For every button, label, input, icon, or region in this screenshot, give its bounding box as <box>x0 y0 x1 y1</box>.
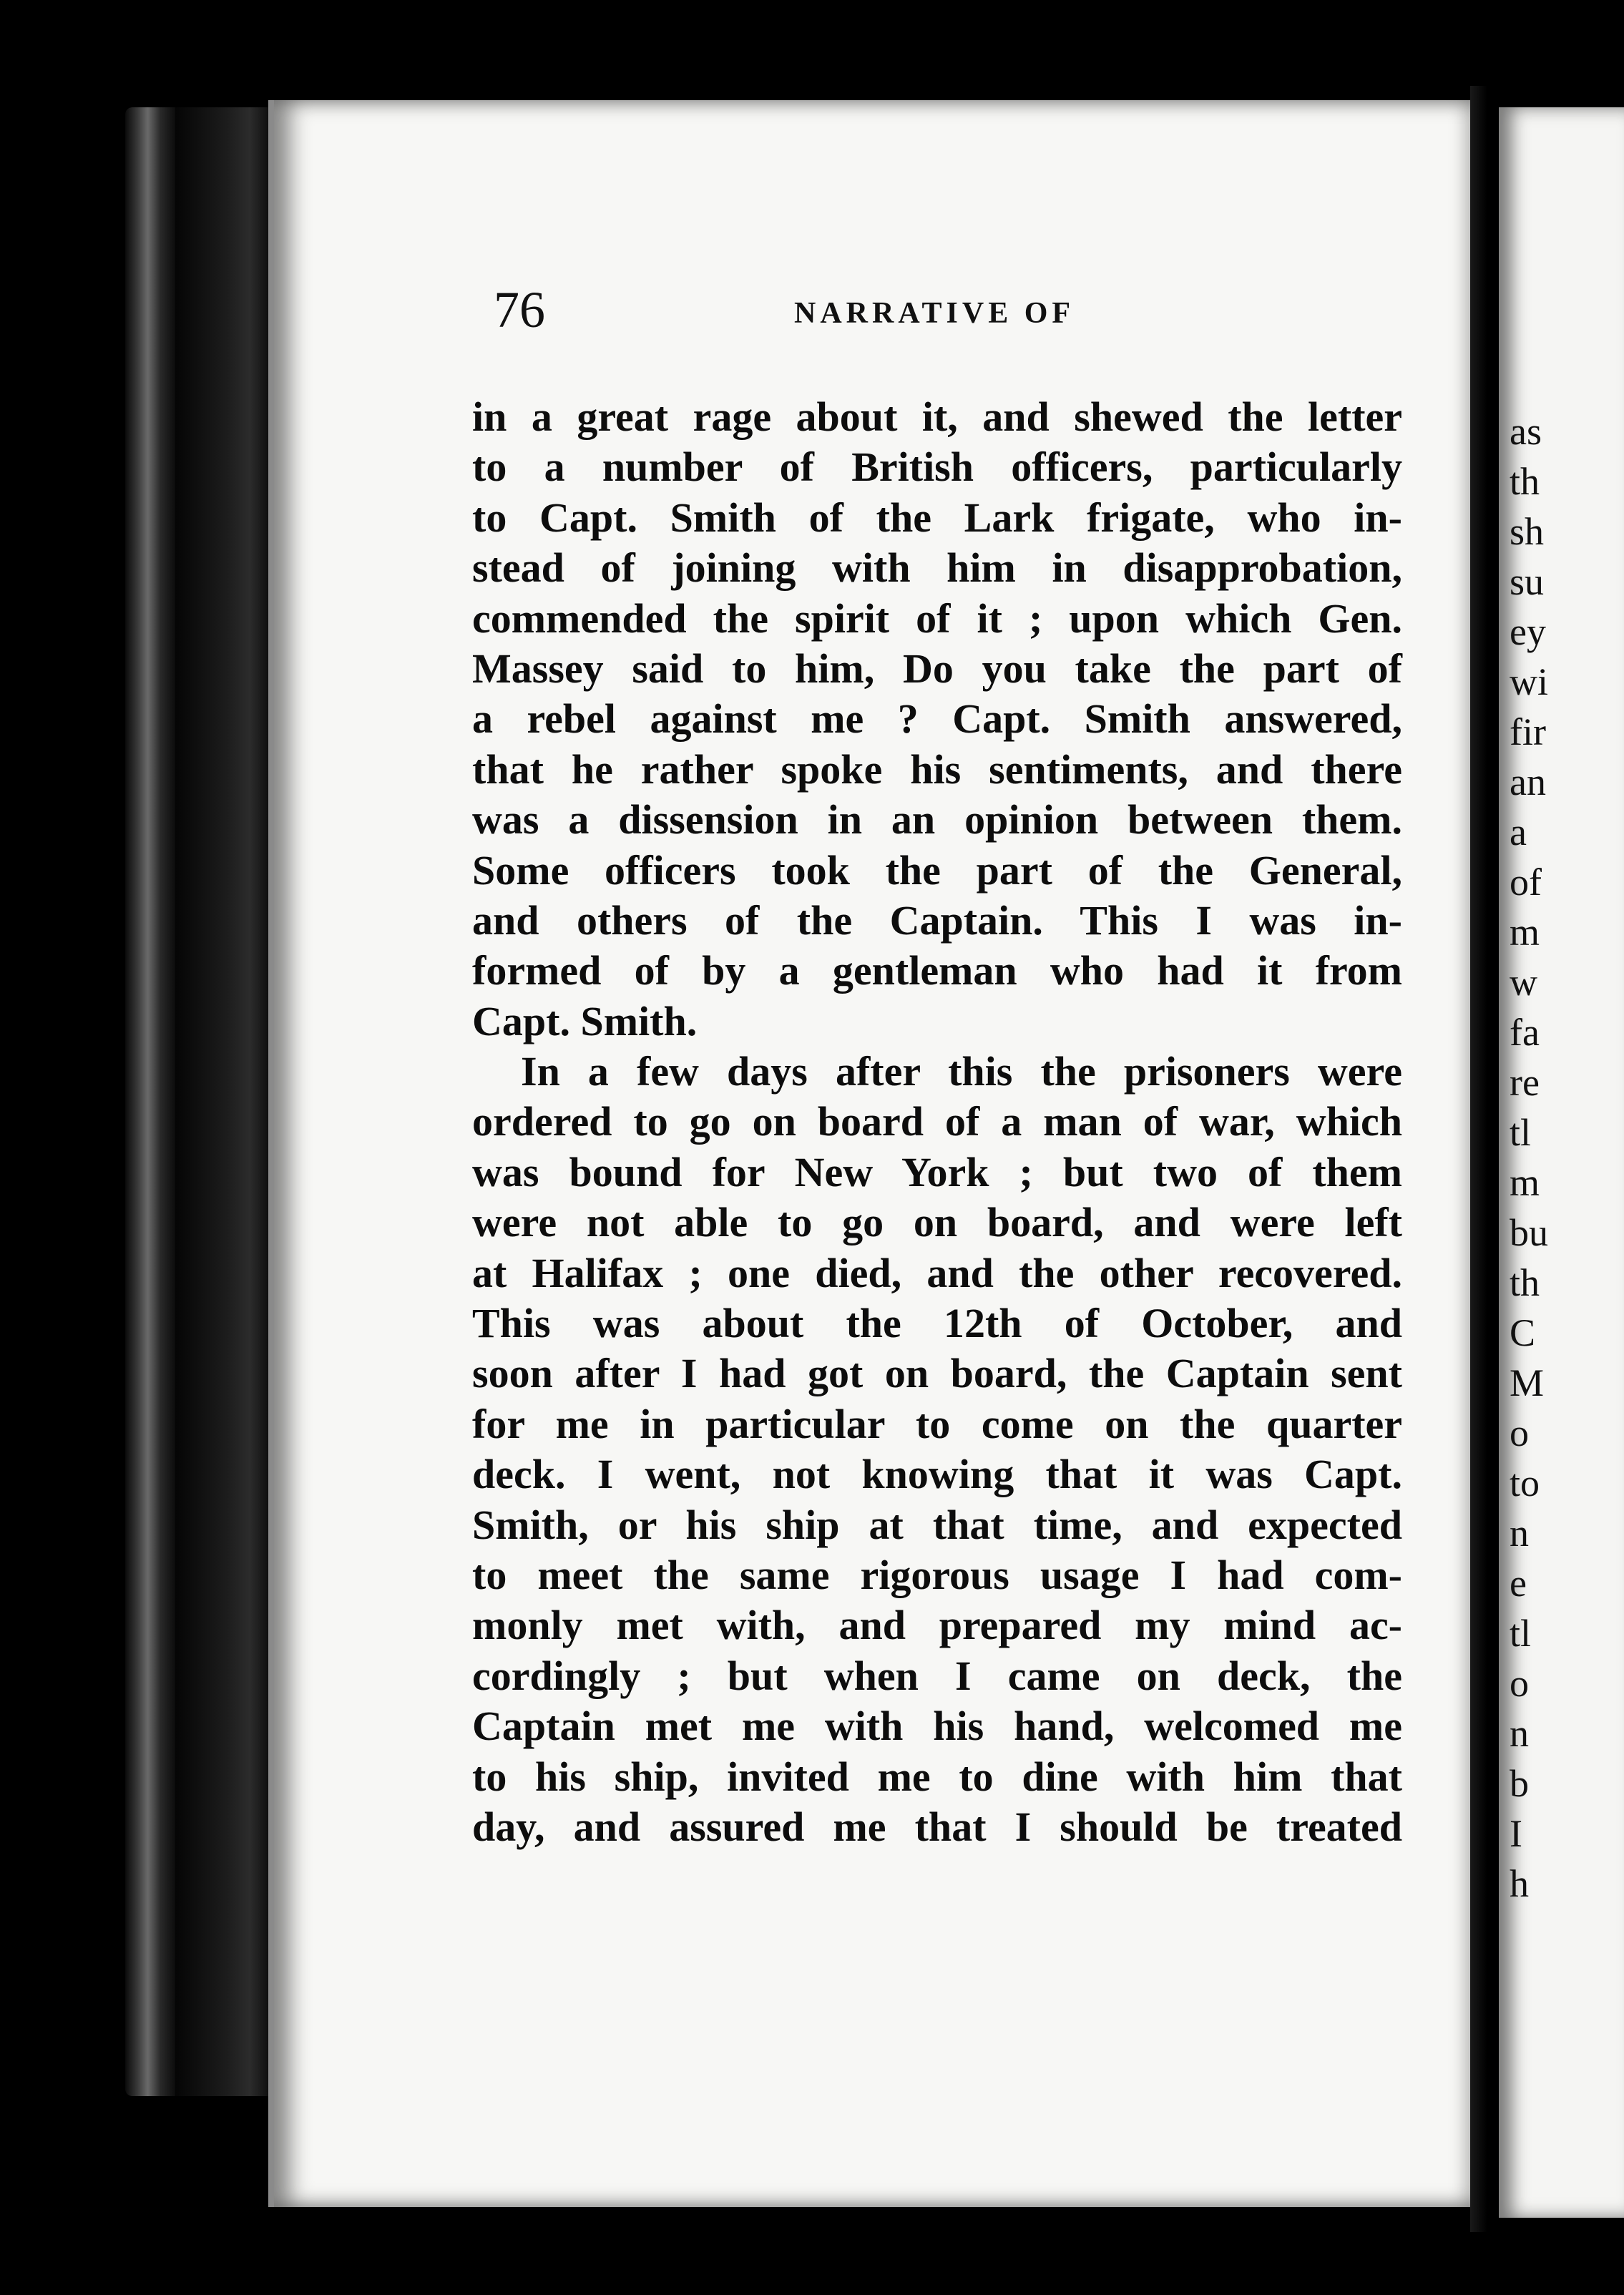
text-line: Captain met me with his hand, welcomed me <box>472 1703 1402 1750</box>
facing-fragment: th <box>1510 460 1540 503</box>
text-line: to a number of British officers, particularly <box>472 444 1402 491</box>
facing-fragment: as <box>1510 410 1542 453</box>
text-line: Some officers took the part of the General, <box>472 846 1402 894</box>
text-line: soon after I had got on board, the Captain sent <box>472 1350 1402 1397</box>
facing-fragment: M <box>1510 1361 1545 1404</box>
running-head: NARRATIVE OF <box>794 297 1075 330</box>
facing-fragment: ey <box>1510 610 1546 653</box>
body-text <box>472 392 1402 1852</box>
book-spine <box>125 107 175 2096</box>
facing-fragment: e <box>1510 1562 1527 1605</box>
page-gutter <box>1470 86 1499 2232</box>
text-line: to his ship, invited me to dine with him that <box>472 1753 1402 1800</box>
binding-edge <box>175 107 268 2096</box>
facing-fragment: w <box>1510 961 1537 1004</box>
facing-fragment: I <box>1510 1812 1522 1855</box>
facing-fragment: m <box>1510 911 1540 954</box>
text-line: formed of by a gentleman who had it from <box>472 947 1402 994</box>
facing-fragment: b <box>1510 1762 1529 1805</box>
facing-fragment: a <box>1510 811 1527 853</box>
text-line: that he rather spoke his sentiments, and there <box>472 745 1402 793</box>
facing-fragment: h <box>1510 1862 1529 1905</box>
facing-fragment: to <box>1510 1462 1540 1504</box>
facing-fragment: tl <box>1510 1111 1532 1154</box>
text-line: monly met with, and prepared my mind ac- <box>472 1602 1402 1649</box>
text-line: to Capt. Smith of the Lark frigate, who in- <box>472 494 1402 541</box>
text-line: at Halifax ; one died, and the other recovered. <box>472 1249 1402 1296</box>
facing-fragment: o <box>1510 1411 1529 1454</box>
facing-fragment: su <box>1510 560 1545 603</box>
facing-fragment: fa <box>1510 1011 1540 1054</box>
text-line: This was about the 12th of October, and <box>472 1300 1402 1347</box>
text-line: commended the spirit of it ; upon which Gen. <box>472 594 1402 642</box>
facing-fragment: m <box>1510 1161 1540 1204</box>
facing-fragment: n <box>1510 1512 1529 1555</box>
text-line: deck. I went, not knowing that it was Capt. <box>472 1451 1402 1498</box>
facing-fragment: of <box>1510 861 1542 904</box>
text-line: Capt. Smith. <box>472 997 698 1044</box>
facing-page-text <box>1510 406 1624 1909</box>
text-line: Smith, or his ship at that time, and expected <box>472 1501 1402 1548</box>
facing-fragment: re <box>1510 1061 1540 1104</box>
facing-fragment: wi <box>1510 660 1548 703</box>
text-line: was a dissension in an opinion between them. <box>472 796 1402 843</box>
facing-fragment: tl <box>1510 1612 1532 1655</box>
facing-fragment: th <box>1510 1261 1540 1304</box>
text-line: a rebel against me ? Capt. Smith answered, <box>472 695 1402 743</box>
text-line: in a great rage about it, and shewed the letter <box>472 393 1402 440</box>
text-line: for me in particular to come on the quarter <box>472 1400 1402 1447</box>
text-line: cordingly ; but when I came on deck, the <box>472 1652 1402 1699</box>
facing-fragment: n <box>1510 1712 1529 1755</box>
text-line: was bound for New York ; but two of them <box>472 1148 1402 1195</box>
facing-fragment: bu <box>1510 1211 1548 1254</box>
facing-fragment: o <box>1510 1662 1529 1705</box>
text-line: day, and assured me that I should be treated <box>472 1803 1402 1850</box>
facing-fragment: C <box>1510 1311 1536 1354</box>
text-line: stead of joining with him in disapprobation, <box>472 544 1402 592</box>
text-line: to meet the same rigorous usage I had com- <box>472 1551 1402 1598</box>
text-line: Massey said to him, Do you take the part of <box>472 645 1402 692</box>
text-line: were not able to go on board, and were left <box>472 1199 1402 1246</box>
facing-fragment: fir <box>1510 710 1546 753</box>
text-line: ordered to go on board of a man of war, which <box>472 1098 1402 1145</box>
facing-fragment: an <box>1510 760 1546 803</box>
paragraph-start-line: In a few days after this the prisoners were <box>521 1048 1402 1095</box>
text-line: and others of the Captain. This I was in- <box>472 896 1402 944</box>
facing-fragment: sh <box>1510 510 1545 553</box>
page-number: 76 <box>494 281 545 338</box>
page-header <box>494 280 1395 345</box>
